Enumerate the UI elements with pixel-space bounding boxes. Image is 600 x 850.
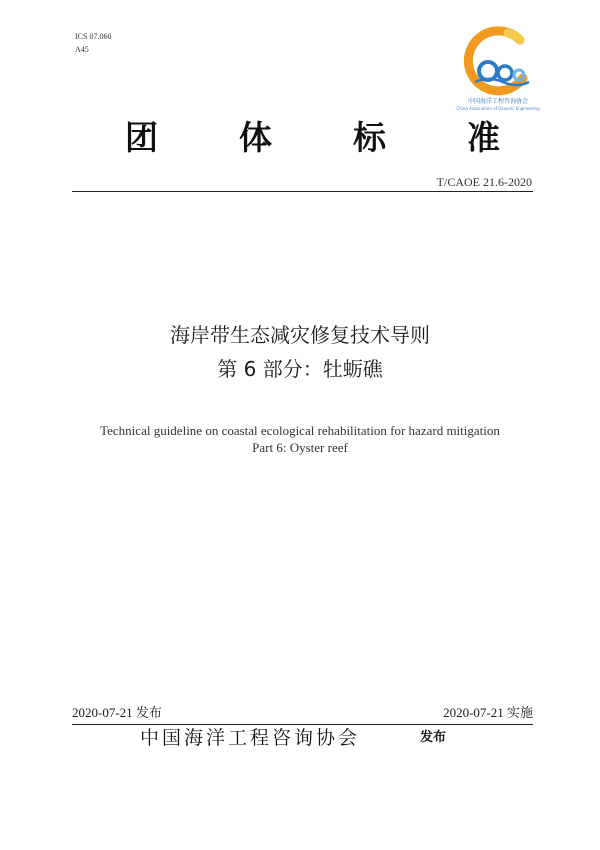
- association-logo: [453, 26, 543, 122]
- title-en-line2: Part 6: Oyster reef: [252, 440, 348, 455]
- publish-label: 发布: [420, 730, 447, 745]
- issue-date: 2020-07-21 发布: [72, 705, 162, 720]
- standard-number: T/CAOE 21.6-2020: [436, 175, 532, 189]
- publisher-name: 中国海洋工程咨询协会: [140, 727, 361, 749]
- ccs-code: A45: [75, 45, 89, 54]
- title-en-line1: Technical guideline on coastal ecological rehabilitation for hazard mitigation: [100, 423, 500, 438]
- standard-type-heading: [125, 116, 500, 160]
- standard-type-char: 体: [239, 118, 272, 157]
- association-emblem-icon: [459, 26, 537, 98]
- standard-type-char: 标: [353, 118, 386, 157]
- standard-type-char: 团: [125, 118, 158, 157]
- title-cn-line1: 海岸带生态减灾修复技术导则: [170, 323, 430, 347]
- classification-codes: [75, 30, 111, 56]
- standard-type-char: 准: [467, 118, 500, 157]
- logo-org-en: China Association of Oceanic Engineering: [456, 106, 540, 111]
- ics-code: ICS 07.060: [75, 32, 112, 41]
- logo-org-cn: 中国海洋工程咨询协会: [467, 98, 528, 105]
- title-cn-line2: 第 6 部分：牡蛎礁: [217, 357, 383, 381]
- implementation-date: 2020-07-21 实施: [443, 705, 533, 720]
- top-divider: [72, 191, 533, 192]
